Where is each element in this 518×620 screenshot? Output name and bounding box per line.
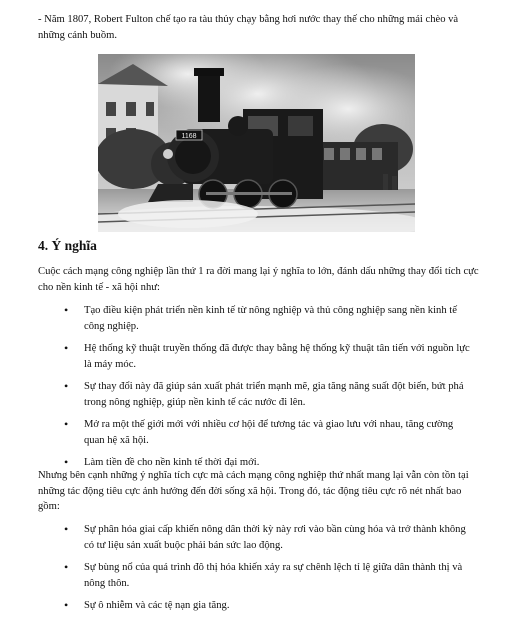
list-item-text: Tạo điều kiện phát triển nền kinh tế từ nông nghiệp và thủ công nghiệp sang nền kinh tế công nghiệp. [84, 305, 457, 332]
list-item [64, 417, 476, 448]
bullet-icon: • [64, 379, 69, 393]
intro-paragraph: - Năm 1807, Robert Fulton chế tạo ra tàu thủy chạy bằng hơi nước thay thế cho những mái chèo và những cánh buồm. [38, 14, 459, 41]
list-item [64, 598, 476, 614]
list-item-text: Làm tiền đề cho nền kinh tế thời đại mới. [84, 457, 260, 468]
list-item [64, 560, 476, 591]
bullet-icon: • [64, 303, 69, 317]
paragraph-negative-intro: Nhưng bên cạnh những ý nghĩa tích cực mà cách mạng công nghiệp thứ nhất mang lại vẫn còn tồn tại những tác động tiêu cực ảnh hưởng đến đời sống xã hội. Trong đó, tác động tiêu cực rõ nét nhất bao gồm: [38, 470, 469, 512]
positive-impacts-list [64, 303, 476, 471]
list-item-text: Sự phân hóa giai cấp khiến nông dân thời kỳ này rơi vào bần cùng hóa và trở thành không có tư liệu sản xuất buộc phải bán sức lao động. [84, 524, 466, 551]
bullet-icon: • [64, 341, 69, 355]
bullet-icon: • [64, 598, 69, 612]
list-item-text: Sự thay đổi này đã giúp sản xuất phát triển mạnh mẽ, gia tăng năng suất đột biến, bứt phá trong nông nghiệp, giúp nền kinh tế các nước đi lên. [84, 381, 464, 408]
negative-impacts-list [64, 522, 476, 614]
list-item [64, 379, 476, 410]
list-item-text: Hệ thống kỹ thuật truyền thống đã được thay bằng hệ thống kỹ thuật tân tiến với nguồn lực là máy móc. [84, 343, 470, 370]
list-item-text: Sự ô nhiễm và các tệ nạn gia tăng. [84, 600, 230, 611]
bullet-icon: • [64, 560, 69, 574]
locomotive-number: 1168 [181, 133, 197, 140]
bullet-icon: • [64, 522, 69, 536]
steam-locomotive-photo [98, 54, 415, 232]
list-item [64, 522, 476, 553]
list-item [64, 303, 476, 334]
list-item-text: Sự bùng nổ của quá trình đô thị hóa khiến xảy ra sự chênh lệch tỉ lệ giữa dân thành thị và nông thôn. [84, 562, 463, 589]
list-item-text: Mở ra một thế giới mới với nhiều cơ hội để tương tác và giao lưu với nhau, tăng cường quan hệ xã hội. [84, 419, 454, 446]
list-item [64, 341, 476, 372]
section-heading: 4. Ý nghĩa [38, 238, 97, 253]
bullet-icon: • [64, 417, 69, 431]
bullet-icon: • [64, 455, 69, 469]
paragraph-positive-intro: Cuộc cách mạng công nghiệp lần thứ 1 ra đời mang lại ý nghĩa to lớn, đánh dấu những thay đổi tích cực cho nền kinh tế - xã hội như: [38, 266, 479, 293]
